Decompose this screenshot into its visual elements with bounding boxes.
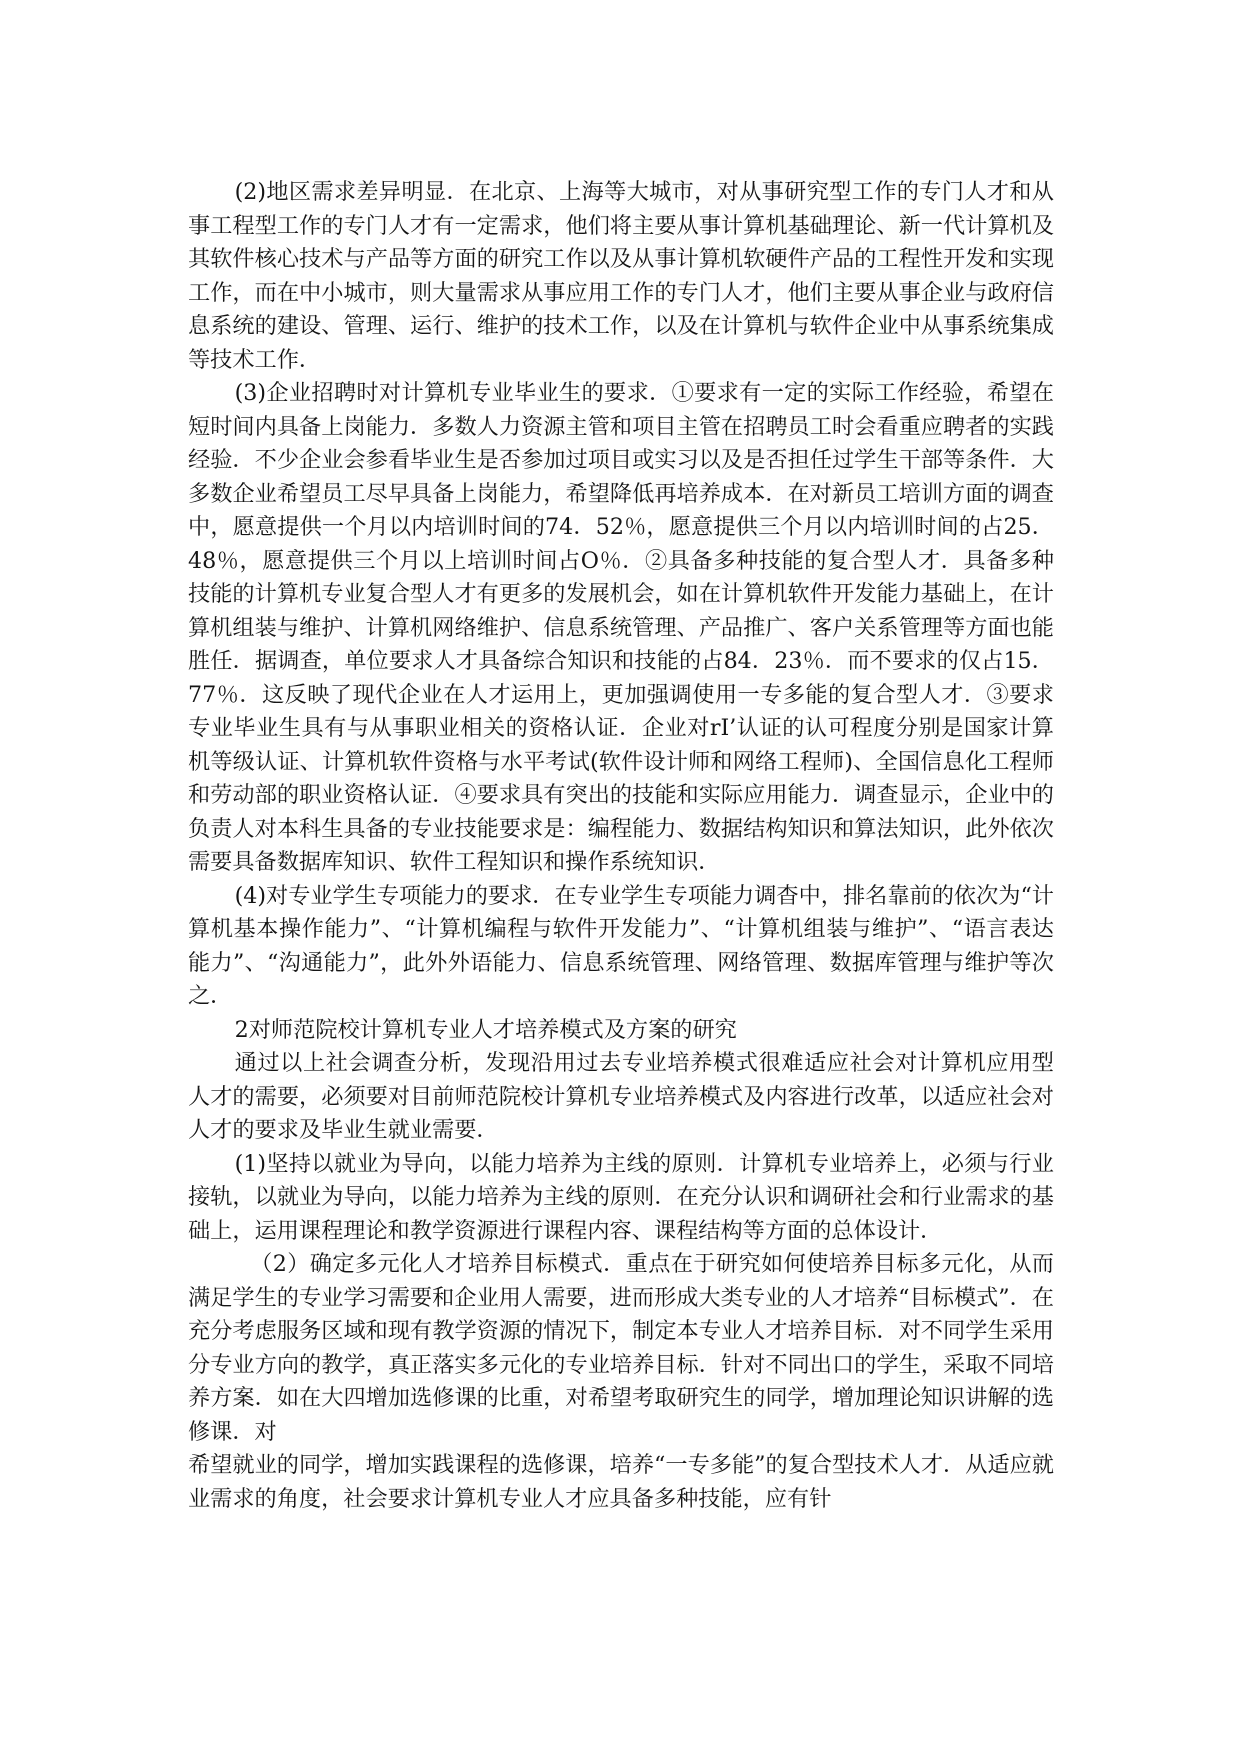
paragraph-special-abilities: (4)对专业学生专项能力的要求．在专业学生专项能力调杳中，排名靠前的依次为“计算机基本操作能力”、“计算机编程与软件开发能力”、“计算机组装与维护”、“语言表达能力”、“沟通能力”，此外外语能力、信息系统管理、网络管理、数据库管理与维护等次之．	[188, 882, 1054, 1009]
document-page	[188, 176, 1054, 1516]
paragraph-continuation: 希望就业的同学，增加实践课程的选修课，培养“一专多能”的复合型技术人才．从适应就业需求的角度，社会要求计算机专业人才应具备多种技能，应有针	[188, 1452, 1054, 1512]
section-heading: 2对师范院校计算机专业人才培养模式及方案的研究	[234, 1016, 737, 1043]
paragraph-survey-analysis: 通过以上社会调查分析，发现沿用过去专业培养模式很难适应社会对计算机应用型人才的需要，必须要对目前师范院校计算机专业培养模式及内容进行改革，以适应社会对人才的要求及毕业生就业需要．	[188, 1050, 1054, 1143]
paragraph-employment-oriented: (1)坚持以就业为导向，以能力培养为主线的原则．计算机专业培养上，必须与行业接轨，以就业为导向，以能力培养为主线的原则．在充分认识和调研社会和行业需求的基础上，运用课程理论和教学资源进行课程内容、课程结构等方面的总体设计．	[188, 1150, 1054, 1244]
paragraph-regional-demand: (2)地区需求差异明显．在北京、上海等大城市，对从事研究型工作的专门人才和从事工程型工作的专门人才有一定需求，他们将主要从事计算机基础理论、新一代计算机及其软件核心技术与产品等方面的研究工作以及从事计算机软硬件产品的工程性开发和实现工作，而在中小城市，则大量需求从事应用工作的专门人才，他们主要从事企业与政府信息系统的建设、管理、运行、维护的技术工作，以及在计算机与软件企业中从事系统集成等技术工作．	[188, 179, 1054, 373]
paragraph-diversified-model: （2）确定多元化人才培养目标模式．重点在于研究如何使培养目标多元化，从而满足学生的专业学习需要和企业用人需要，进而形成大类专业的人才培养“目标模式”．在充分考虑服务区域和现有教学资源的情况下，制定本专业人才培养目标．对不同学生采用分专业方向的教学，真正落实多元化的专业培养目标．针对不同出口的学生，采取不同培养方案．如在大四增加选修课的比重，对希望考取研究生的同学，增加理论知识讲解的选修课．对	[188, 1251, 1054, 1445]
paragraph-employer-requirements: (3)企业招聘时对计算机专业毕业生的要求．①要求有一定的实际工作经验，希望在短时间内具备上岗能力．多数人力资源主管和项目主管在招聘员工时会看重应聘者的实践经验．不少企业会参看毕业生是否参加过项目或实习以及是否担任过学生干部等条件．大多数企业希望员工尽早具备上岗能力，希望降低再培养成本．在对新员工培训方面的调查中，愿意提供一个月以内培训时间的74．52％，愿意提供三个月以内培训时间的占25．48％，愿意提供三个月以上培训时间占O％．②具备多种技能的复合型人才．具备多种技能的计算机专业复合型人才有更多的发展机会，如在计算机软件开发能力基础上，在计算机组装与维护、计算机网络维护、信息系统管理、产品推广、客户关系管理等方面也能胜任．据调查，单位要求人才具备综合知识和技能的占84．23％．而不要求的仅占15．77％．这反映了现代企业在人才运用上，更加强调使用一专多能的复合型人才．③要求专业毕业生具有与从事职业相关的资格认证．企业对rI’认证的认可程度分别是国家计算机等级认证、计算机软件资格与水平考试(软件设计师和网络工程师)、全国信息化工程师和劳动部的职业资格认证．④要求具有突出的技能和实际应用能力．调查显示，企业中的负责人对本科生具备的专业技能要求是：编程能力、数据结构知识和算法知识，此外依次需要具备数据库知识、软件工程知识和操作系统知识．	[188, 380, 1054, 875]
